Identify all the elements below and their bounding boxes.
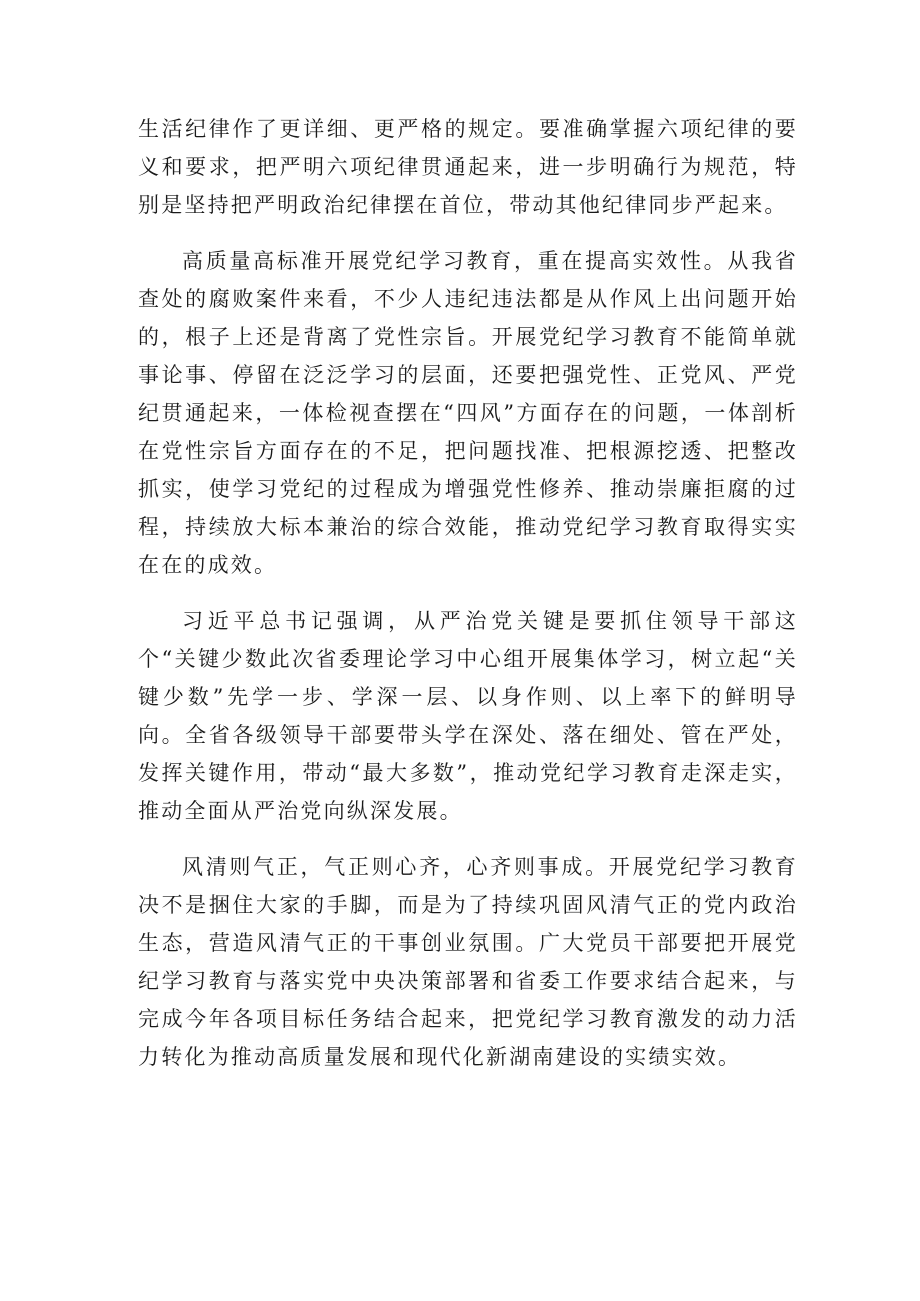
paragraph-clean-atmosphere: 风清则气正，气正则心齐，心齐则事成。开展党纪学习教育决不是捆住大家的手脚，而是为了持续巩固风清气正的党内政治生态，营造风清气正的干事创业氛围。广大党员干部要把开展党纪学习教育与落实党中央决策部署和省委工作要求结合起来，与完成今年各项目标任务结合起来，把党纪学习教育激发的动力活力转化为推动高质量发展和现代化新湖南建设的实绩实效。 (138, 855, 798, 1069)
paragraph-key-minority: 习近平总书记强调，从严治党关键是要抓住领导干部这个“关键少数此次省委理论学习中心组开展集体学习，树立起“关键少数”先学一步、学深一层、以身作则、以上率下的鲜明导向。全省各级领导干部要带头学在深处、落在细处、管在严处，发挥关键作用，带动“最大多数”，推动党纪学习教育走深走实，推动全面从严治党向纵深发展。 (138, 609, 798, 823)
paragraph-continuation: 生活纪律作了更详细、更严格的规定。要准确掌握六项纪律的要义和要求，把严明六项纪律贯通起来，进一步明确行为规范，特别是坚持把严明政治纪律摆在首位，带动其他纪律同步严起来。 (138, 117, 798, 217)
document-page (138, 110, 798, 1076)
paragraph-effectiveness: 高质量高标准开展党纪学习教育，重在提高实效性。从我省查处的腐败案件来看，不少人违纪违法都是从作风上出问题开始的，根子上还是背离了党性宗旨。开展党纪学习教育不能简单就事论事、停留在泛泛学习的层面，还要把强党性、正党风、严党纪贯通起来，一体检视查摆在“四风”方面存在的问题，一体剖析在党性宗旨方面存在的不足，把问题找准、把根源挖透、把整改抓实，使学习党纪的过程成为增强党性修养、推动崇廉拒腐的过程，持续放大标本兼治的综合效能，推动党纪学习教育取得实实在在的成效。 (138, 249, 798, 577)
